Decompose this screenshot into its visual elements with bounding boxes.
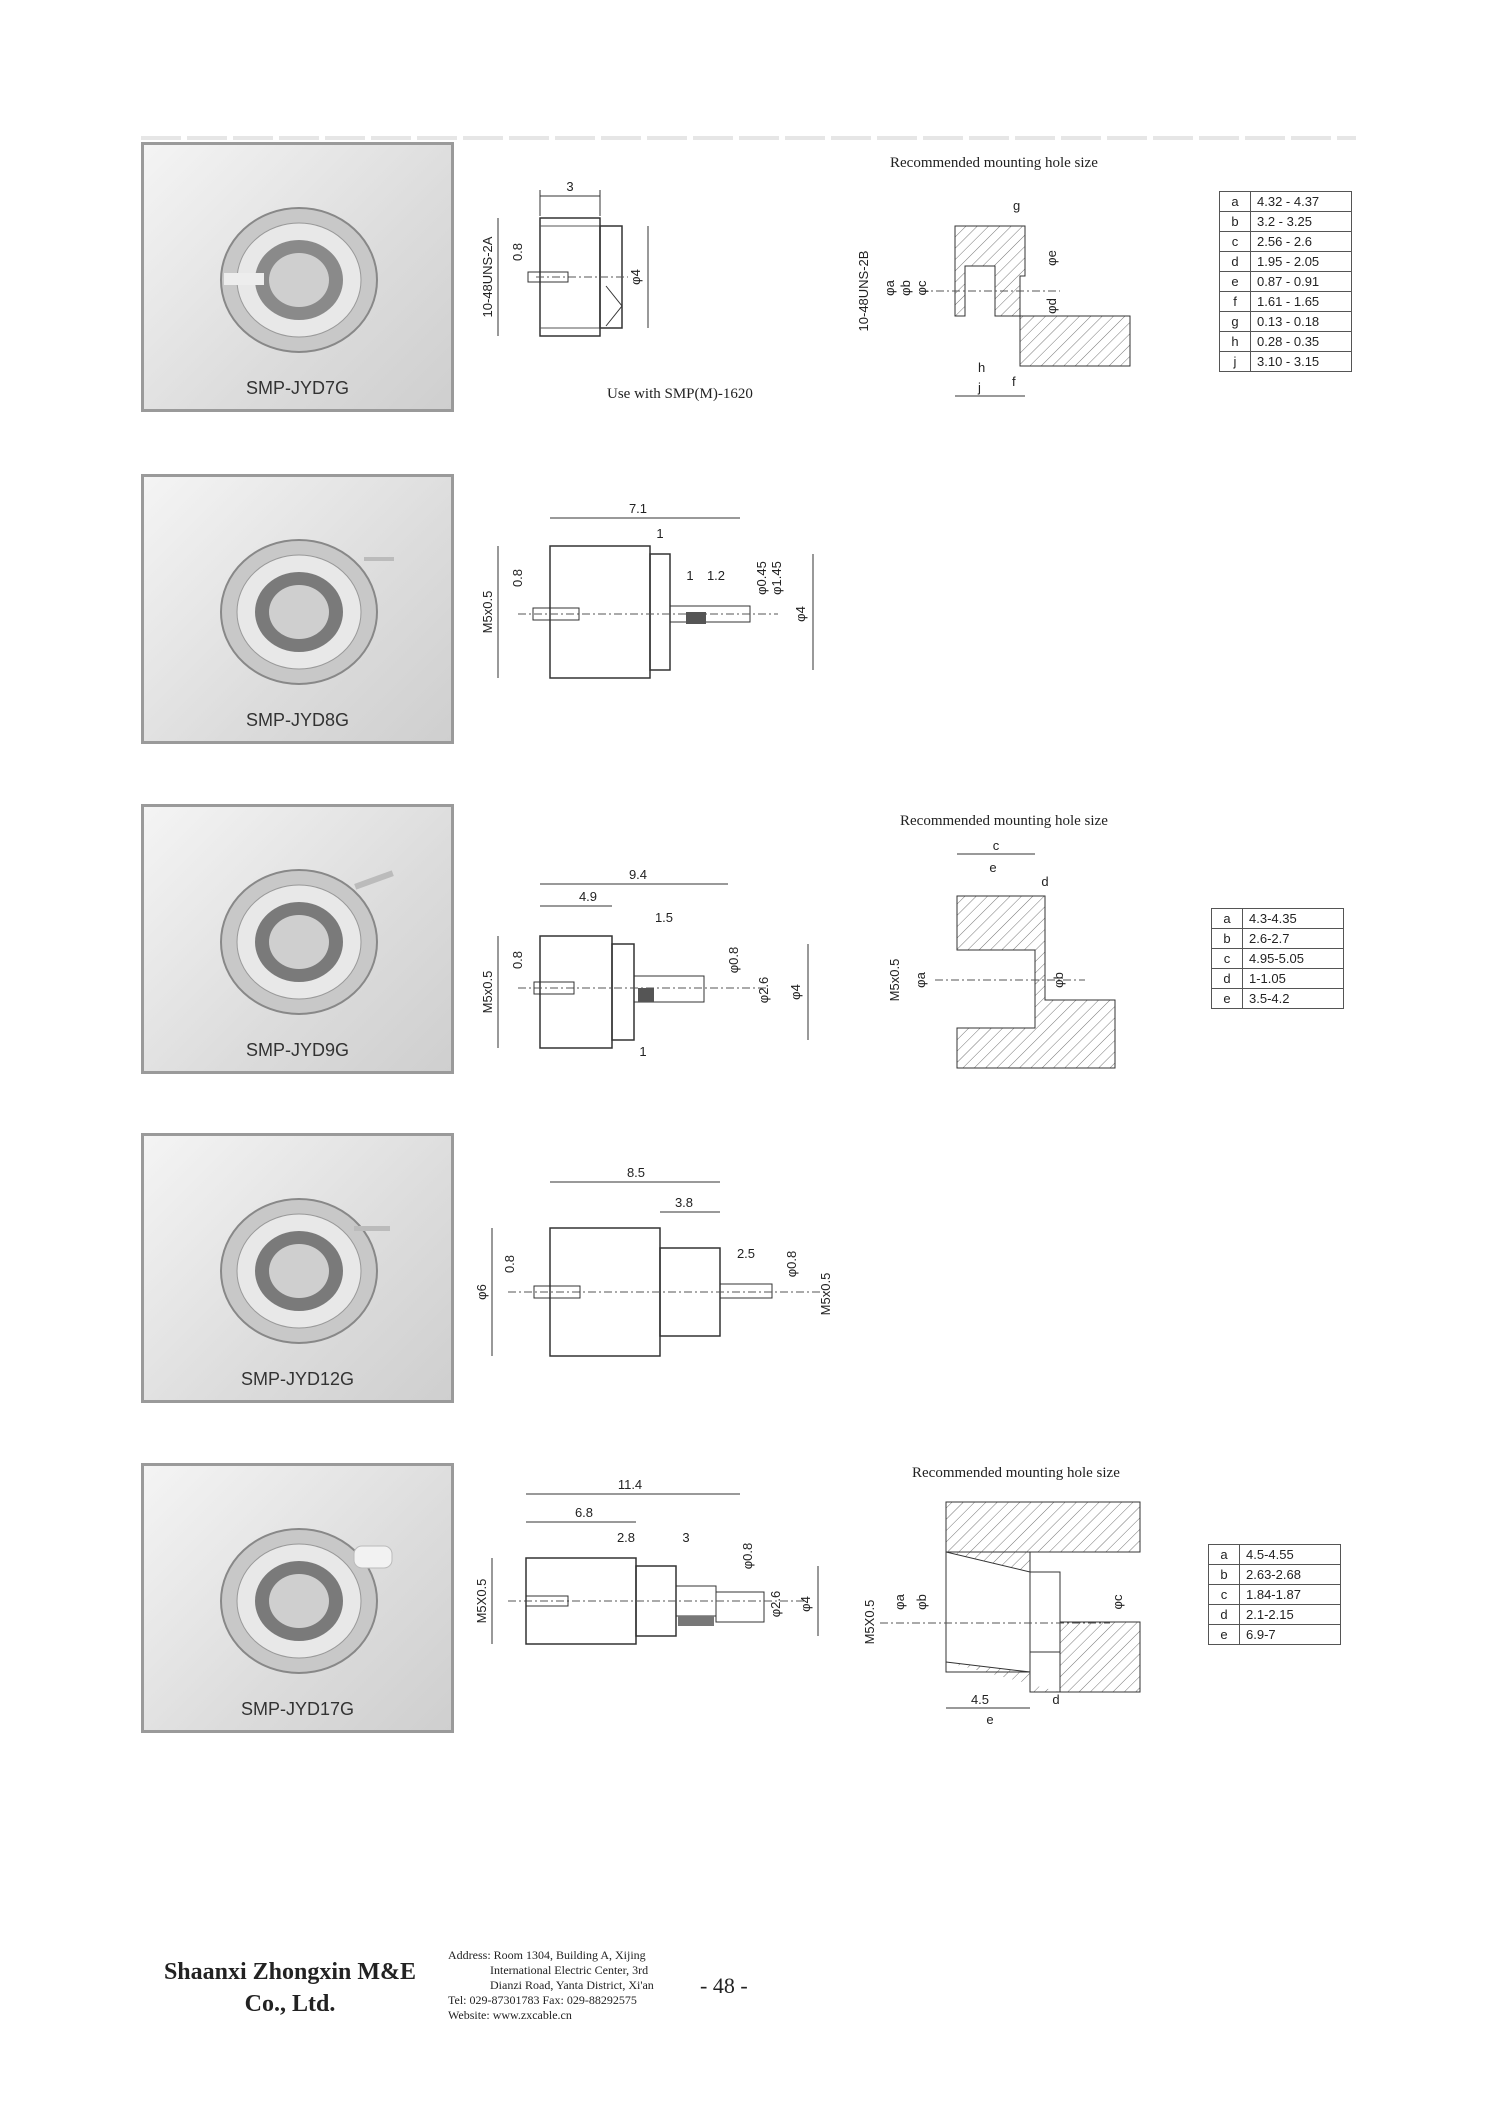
mount-g: g — [1013, 198, 1021, 213]
dim-diameter: φ4 — [788, 984, 803, 1000]
table-row: c 1.84-1.87 — [1209, 1585, 1341, 1605]
dim-pin: 0.8 — [510, 568, 525, 588]
dim-a: 6.8 — [574, 1505, 594, 1520]
mount-thread: M5X0.5 — [862, 1599, 877, 1645]
table-row: d 1-1.05 — [1212, 969, 1344, 989]
mounting-hole-drawing-3 — [885, 840, 1125, 1080]
mount-phi-b: φb — [914, 1594, 929, 1610]
dim-length: 7.1 — [628, 501, 648, 516]
dim-thread: M5X0.5 — [474, 1578, 489, 1624]
mount-phi-a: φa — [882, 280, 897, 296]
dim-pin: 0.8 — [510, 242, 525, 262]
use-with-note: Use with SMP(M)-1620 — [607, 386, 753, 402]
table-row: c 2.56 - 2.6 — [1220, 232, 1352, 252]
mount-e: e — [989, 860, 997, 875]
table-row: b 3.2 - 3.25 — [1220, 212, 1352, 232]
product-photo-jyd9g — [141, 804, 454, 1074]
mount-phi-c: φc — [1110, 1594, 1125, 1610]
table-row: g 0.13 - 0.18 — [1220, 312, 1352, 332]
spec-table-2 — [1211, 908, 1344, 1009]
dim-c: 1.2 — [706, 568, 726, 583]
dim-diameter: φ4 — [793, 606, 808, 622]
mount-phi-b: φb — [1051, 972, 1066, 988]
address-line-3: Dianzi Road, Yanta District, Xi'an — [490, 1978, 654, 1992]
dim-a: 1 — [656, 526, 664, 541]
dim-length: 11.4 — [617, 1477, 643, 1492]
mount-thread: 10-48UNS-2B — [856, 250, 871, 332]
page-number: - 48 - — [700, 1973, 748, 1998]
dimension-drawing-jyd9g — [478, 860, 838, 1070]
mount-e: e — [986, 1712, 994, 1727]
table-row: a 4.5-4.55 — [1209, 1545, 1341, 1565]
product-name: SMP-JYD8G — [245, 710, 350, 730]
product-name: SMP-JYD9G — [245, 1040, 350, 1060]
table-row: e 3.5-4.2 — [1212, 989, 1344, 1009]
mount-d: d — [1052, 1692, 1060, 1707]
dim-length: 8.5 — [626, 1165, 646, 1180]
table-row: j 3.10 - 3.15 — [1220, 352, 1352, 372]
dim-diameter: φ6 — [474, 1284, 489, 1300]
dimension-drawing-jyd12g — [474, 1160, 878, 1370]
connector-image — [204, 1506, 394, 1696]
dim-length: 3 — [566, 179, 574, 194]
spec-table-3 — [1208, 1544, 1341, 1645]
dim-a: 3.8 — [674, 1195, 694, 1210]
dim-d2: φ2.6 — [768, 1590, 783, 1618]
product-name: SMP-JYD17G — [240, 1699, 355, 1719]
mount-f: f — [1012, 374, 1016, 389]
product-photo-jyd8g — [141, 474, 454, 744]
dim-d1: φ0.8 — [726, 946, 741, 974]
company-address — [448, 1948, 654, 2023]
mount-phi-b: φb — [898, 280, 913, 296]
dim-length: 9.4 — [628, 867, 648, 882]
dimension-drawing-jyd17g — [474, 1470, 848, 1670]
table-row: d 2.1-2.15 — [1209, 1605, 1341, 1625]
dimension-drawing-jyd8g — [478, 498, 838, 698]
mount-phi-a: φa — [892, 1594, 907, 1610]
table-row: a 4.32 - 4.37 — [1220, 192, 1352, 212]
mount-h: h — [978, 360, 986, 375]
dim-c: 3 — [682, 1530, 690, 1545]
mounting-note: Recommended mounting hole size — [912, 1465, 1120, 1481]
product-photo-jyd17g — [141, 1463, 454, 1733]
dim-d2: φ2.6 — [756, 976, 771, 1004]
product-photo-jyd7g — [141, 142, 454, 412]
table-row: h 0.28 - 0.35 — [1220, 332, 1352, 352]
address-line-2: International Electric Center, 3rd — [490, 1963, 649, 1977]
connector-image — [204, 1176, 394, 1366]
dim-thread: M5x0.5 — [480, 590, 495, 634]
phone-fax: Tel: 029-87301783 Fax: 029-88292575 — [448, 1993, 637, 2007]
table-row: c 4.95-5.05 — [1212, 949, 1344, 969]
dim-d1: φ0.45 — [754, 561, 769, 595]
mount-phi-c: φc — [914, 280, 929, 296]
dim-tolerance: 1.5 — [654, 910, 674, 925]
dim-d2: φ1.45 — [769, 561, 784, 595]
dim-pin: 0.8 — [510, 950, 525, 970]
mount-phi-e: φe — [1044, 250, 1059, 266]
connector-image — [204, 847, 394, 1037]
mounting-note: Recommended mounting hole size — [890, 155, 1098, 171]
mount-thread: M5x0.5 — [887, 958, 902, 1002]
dim-a: 4.9 — [578, 889, 598, 904]
table-row: b 2.6-2.7 — [1212, 929, 1344, 949]
dim-b: 1 — [686, 568, 694, 583]
table-row: a 4.3-4.35 — [1212, 909, 1344, 929]
connector-image — [204, 517, 394, 707]
company-line-2: Co., Ltd. — [244, 1991, 336, 2017]
dim-b: 2.8 — [616, 1530, 636, 1545]
dimension-drawing-jyd7g — [478, 176, 678, 366]
dim-diameter: φ4 — [628, 269, 643, 285]
dim-b: 2.5 — [736, 1246, 756, 1261]
mount-phi-a: φa — [913, 972, 928, 988]
table-row: e 6.9-7 — [1209, 1625, 1341, 1645]
dim-b: 1 — [639, 1044, 647, 1059]
company-line-1: Shaanxi Zhongxin M&E — [163, 1959, 417, 1985]
product-photo-jyd12g — [141, 1133, 454, 1403]
dim-thread: M5x0.5 — [480, 970, 495, 1014]
dim-thread: M5x0.5 — [818, 1272, 833, 1316]
mounting-hole-drawing-5 — [860, 1492, 1150, 1732]
address-line-1: Address: Room 1304, Building A, Xijing — [448, 1948, 646, 1962]
table-row: f 1.61 - 1.65 — [1220, 292, 1352, 312]
connector-image — [204, 185, 394, 375]
mount-j: j — [978, 380, 981, 395]
dim-d1: φ0.8 — [740, 1542, 755, 1570]
top-rule — [141, 136, 1356, 140]
mounting-note: Recommended mounting hole size — [900, 813, 1108, 829]
dim-thread: 10-48UNS-2A — [480, 236, 495, 318]
mount-length: 4.5 — [970, 1692, 990, 1707]
company-name — [140, 1956, 440, 2020]
product-name: SMP-JYD12G — [240, 1369, 355, 1389]
product-name: SMP-JYD7G — [245, 378, 350, 398]
dim-diameter: φ4 — [798, 1596, 813, 1612]
mount-c: c — [992, 838, 1000, 853]
mounting-hole-drawing-1 — [856, 196, 1140, 406]
table-row: e 0.87 - 0.91 — [1220, 272, 1352, 292]
dim-pin: 0.8 — [502, 1254, 517, 1274]
table-row: d 1.95 - 2.05 — [1220, 252, 1352, 272]
mount-d: d — [1041, 874, 1049, 889]
spec-table-1 — [1219, 191, 1352, 372]
website: Website: www.zxcable.cn — [448, 2008, 572, 2022]
dim-d1: φ0.8 — [784, 1250, 799, 1278]
mount-phi-d: φd — [1044, 298, 1059, 314]
table-row: b 2.63-2.68 — [1209, 1565, 1341, 1585]
